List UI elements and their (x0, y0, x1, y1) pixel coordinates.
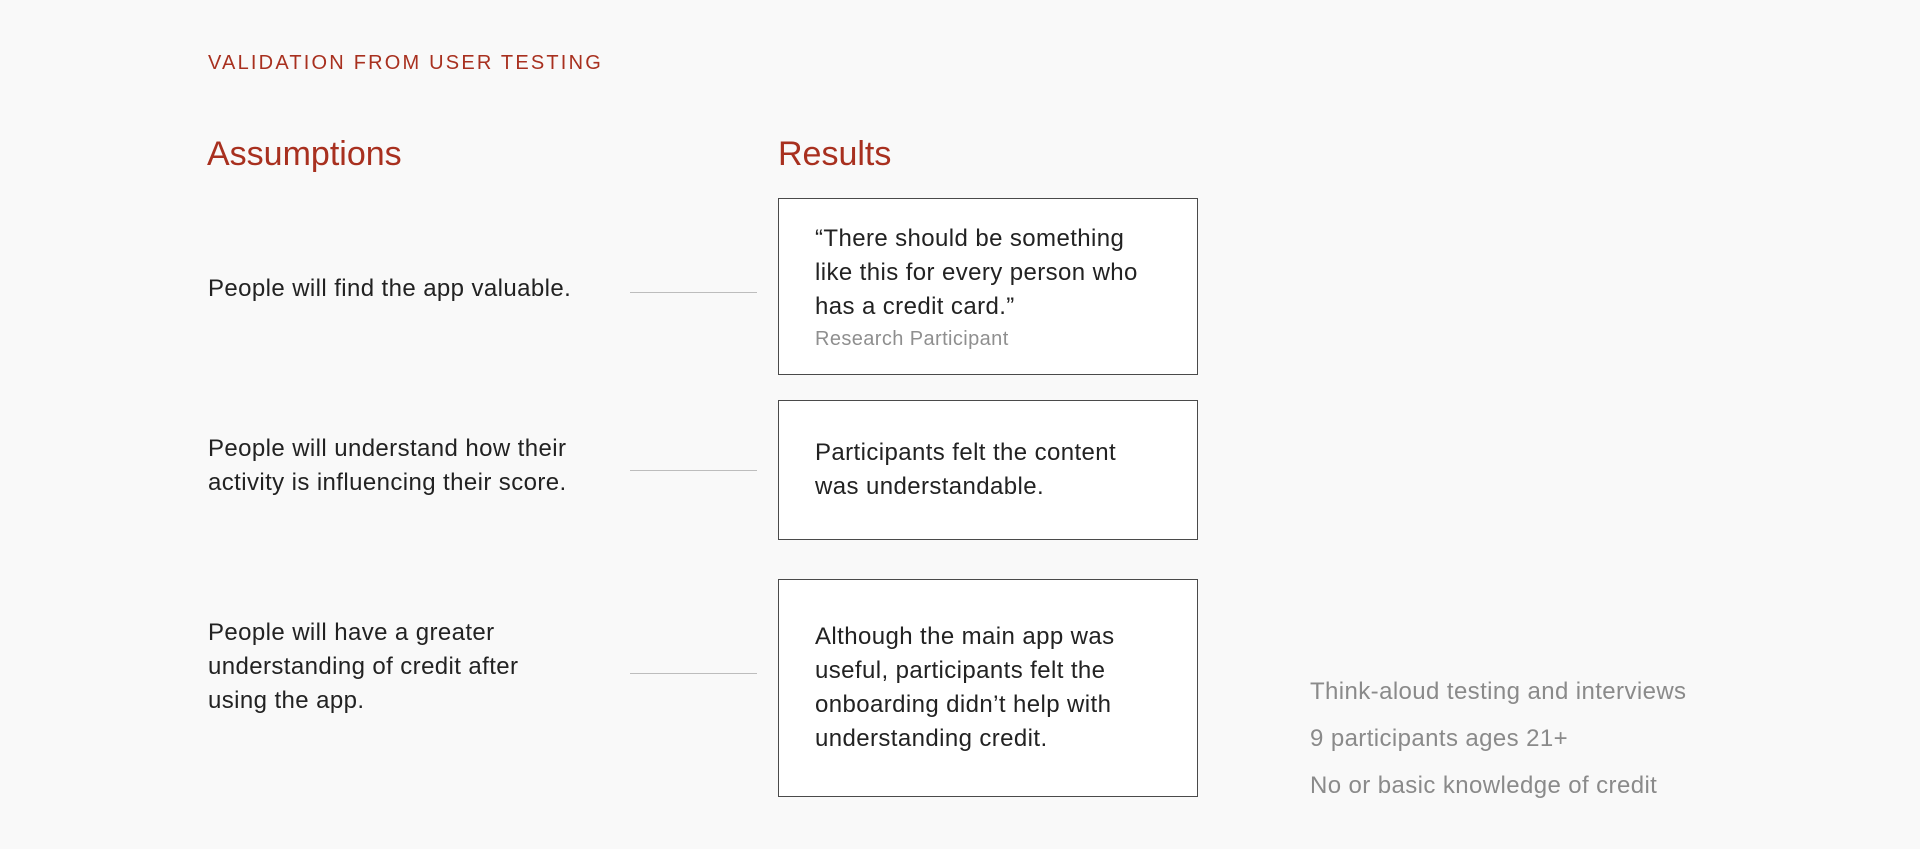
section-eyebrow: VALIDATION FROM USER TESTING (208, 52, 603, 74)
result-text: Participants felt the content was understandable. (815, 439, 1117, 500)
connector-line (630, 673, 757, 674)
methodology-item: 9 participants ages 21+ (1310, 725, 1569, 752)
result-quote: “There should be something like this for every person who has a credit card.” (815, 224, 1138, 320)
assumption-text: People will find the app valuable. (208, 275, 572, 302)
assumption-text: People will understand how their activity is influencing their score. (208, 435, 567, 496)
result-box (778, 400, 1198, 540)
methodology-item: Think-aloud testing and interviews (1310, 678, 1687, 705)
quote-attribution: Research Participant (815, 327, 1009, 350)
result-text: Although the main app was useful, participants felt the onboarding didn’t help with understanding credit. (815, 623, 1115, 752)
results-heading: Results (778, 135, 892, 173)
connector-line (630, 292, 757, 293)
connector-line (630, 470, 757, 471)
assumptions-heading: Assumptions (207, 135, 402, 173)
assumption-text: People will have a greater understanding of credit after using the app. (208, 619, 519, 714)
result-box (778, 579, 1198, 797)
methodology-list (1310, 668, 1686, 809)
result-box (778, 198, 1198, 375)
methodology-item: No or basic knowledge of credit (1310, 772, 1658, 799)
